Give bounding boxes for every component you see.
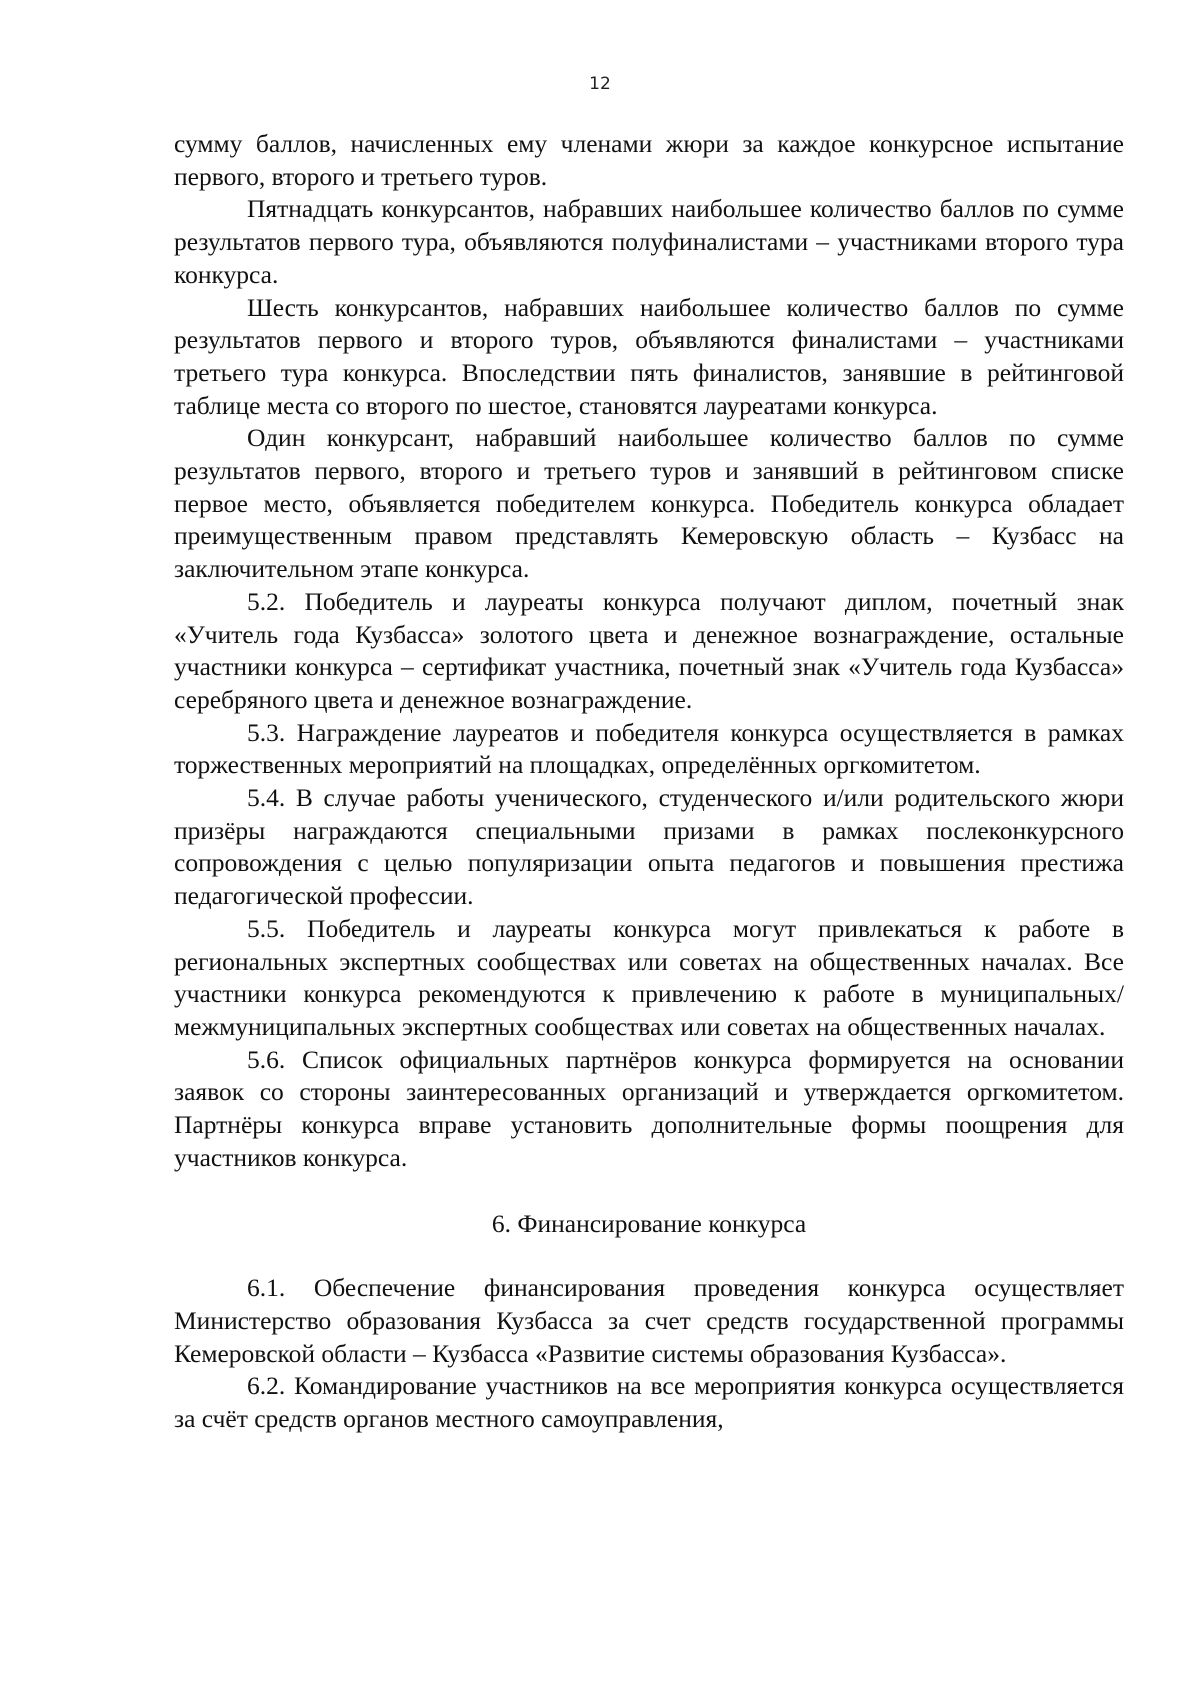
paragraph-5-3: 5.3. Награждение лауреатов и победителя конкурса осуществляется в рамках торжественных мероприятий на площадках, определённых оргкомитетом.	[174, 717, 1124, 780]
paragraph-6-1: 6.1. Обеспечение финансирования проведения конкурса осуществляет Министерство образования Кузбасса за счет средств государственной программы Кемеровской области – Кузбасса «Развитие системы образования Кузбасса».	[174, 1273, 1124, 1368]
paragraph-finalists: Шесть конкурсантов, набравших наибольшее количество баллов по сумме результатов первого и второго туров, объявляются финалистами – участниками третьего тура конкурса. Впоследствии пять финалистов, занявшие в рейтинговой таблице места со второго по шестое, становятся лауреатами конкурса.	[174, 292, 1124, 420]
document-body	[174, 128, 1124, 1436]
page-number: 12	[589, 74, 611, 94]
paragraph-5-5: 5.5. Победитель и лауреаты конкурса могут привлекаться к работе в региональных экспертных сообществах или советах на общественных началах. Все участники конкурса рекомендуются к привлечению к работе в муниципальных/ межмуниципальных экспертных сообществах или советах на общественных началах.	[174, 913, 1124, 1041]
paragraph-semifinalists: Пятнадцать конкурсантов, набравших наибольшее количество баллов по сумме результатов первого тура, объявляются полуфиналистами – участниками второго тура конкурса.	[174, 194, 1124, 289]
paragraph-6-2: 6.2. Командирование участников на все мероприятия конкурса осуществляется за счёт средств органов местного самоуправления,	[174, 1371, 1124, 1434]
paragraph-winner: Один конкурсант, набравший наибольшее количество баллов по сумме результатов первого, второго и третьего туров и занявший в рейтинговом списке первое место, объявляется победителем конкурса. Победитель конкурса обладает преимущественным правом представлять Кемеровскую область – Кузбасс на заключительном этапе конкурса.	[174, 423, 1124, 584]
section-heading-financing: 6. Финансирование конкурса	[491, 1208, 807, 1238]
paragraph-score-sum: сумму баллов, начисленных ему членами жюри за каждое конкурсное испытание первого, второго и третьего туров.	[174, 129, 1124, 191]
paragraph-5-4: 5.4. В случае работы ученического, студенческого и/или родительского жюри призёры награждаются специальными призами в рамках послеконкурсного сопровождения с целью популяризации опыта педагогов и повышения престижа педагогической профессии.	[174, 783, 1124, 911]
paragraph-5-2: 5.2. Победитель и лауреаты конкурса получают диплом, почетный знак «Учитель года Кузбасса» золотого цвета и денежное вознаграждение, остальные участники конкурса – сертификат участника, почетный знак «Учитель года Кузбасса» серебряного цвета и денежное вознаграждение.	[174, 586, 1124, 714]
paragraph-5-6: 5.6. Список официальных партнёров конкурса формируется на основании заявок со стороны заинтересованных организаций и утверждается оргкомитетом. Партнёры конкурса вправе установить дополнительные формы поощрения для участников конкурса.	[174, 1044, 1124, 1172]
